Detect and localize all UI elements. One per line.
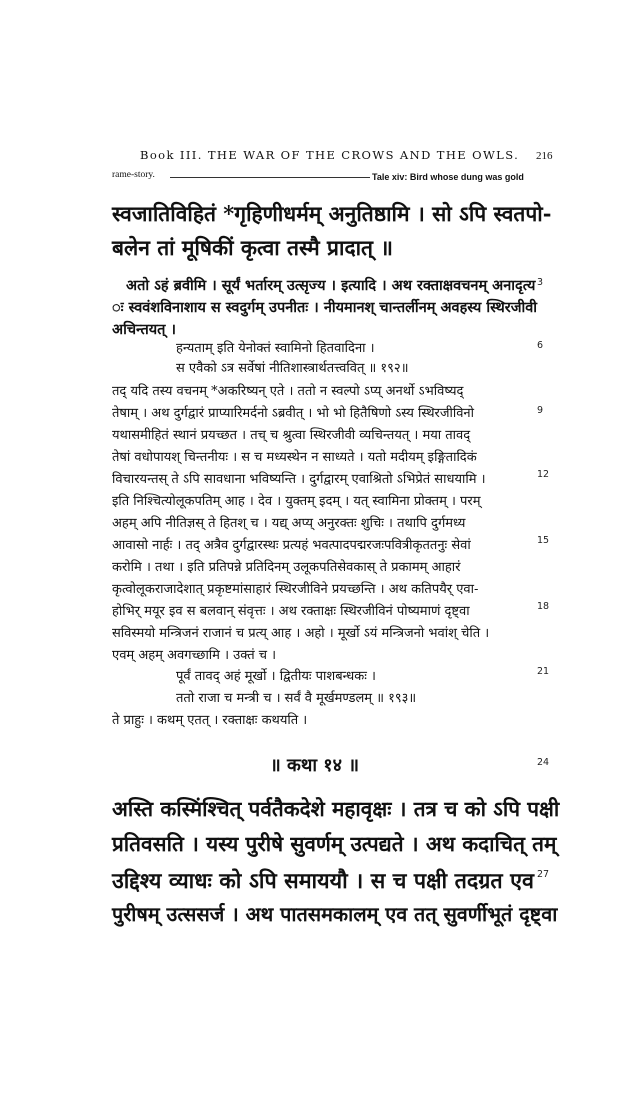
line-number: 3 [537, 277, 544, 288]
text-line: इति निश्चित्योलूकपतिम् आह । देव । युक्तम् इदम् । यत् स्वामिना प्रोक्तम् । परम् [112, 494, 481, 509]
line-number: 18 [537, 601, 550, 612]
text-line: उद्दिश्य व्याधः को ऽपि समाययौ । स च पक्षी तदग्रत एव [112, 869, 534, 894]
section-heading: ॥ कथा १४ ॥ [270, 755, 360, 776]
line-number: 24 [537, 757, 550, 768]
text-line: सविस्मयो मन्त्रिजनं राजानं च प्रत्य् आह । अहो । मूर्खो ऽयं मन्त्रिजनो भवांश् चेति । [112, 626, 490, 641]
text-line: अतो ऽहं ब्रवीमि । सूर्यं भर्तारम् उत्सृज्य । इत्यादि । अथ रक्ताक्षवचनम् अनादृत्य [126, 277, 536, 294]
line-number: 27 [537, 869, 550, 880]
page-number: 216 [536, 150, 553, 162]
running-title: Book III. THE WAR OF THE CROWS AND THE OWLS. [140, 148, 520, 162]
verse-line: ततो राजा च मन्त्री च । सर्वं वै मूर्खमण्डलम् ॥ १९३॥ [176, 691, 417, 706]
text-line: पुरीषम् उत्ससर्ज । अथ पातसमकालम् एव तत् सुवर्णीभूतं दृष्ट्वा [112, 902, 558, 926]
text-line: अहम् अपि नीतिज्ञस् ते हितश् च । यद्य् अप्य् अनुरक्तः शुचिः । तथापि दुर्गमध्य [112, 516, 466, 531]
text-line: ः स्ववंशविनाशाय स स्वदुर्गम् उपनीतः । नीयमानश् चान्तर्लीनम् अवहस्य स्थिरजीवी [112, 299, 538, 316]
tale-subtitle: Tale xiv: Bird whose dung was gold [372, 172, 524, 182]
verse-line: स एवैको ऽत्र सर्वेषां नीतिशास्त्रार्थतत्त्ववित् ॥ १९२॥ [176, 361, 409, 376]
text-line: एवम् अहम् अवगच्छामि । उक्तं च । [112, 648, 277, 663]
text-line: बलेन तां मूषिकीं कृत्वा तस्मै प्रादात् ॥ [112, 235, 393, 260]
text-line: स्वजातिविहितं *गृहिणीधर्मम् अनुतिष्ठामि । सो ऽपि स्वतपो- [112, 201, 552, 226]
verse-line: पूर्वं तावद् अहं मूर्खो । द्वितीयः पाशबन्धकः । [176, 669, 376, 684]
line-number: 15 [537, 535, 550, 546]
line-number: 9 [537, 405, 544, 416]
text-line: विचारयन्तस् ते ऽपि सावधाना भविष्यन्ति । दुर्गद्वारम् एवाश्रितो ऽभिप्रेतं साधयामि । [112, 472, 486, 487]
text-line: अचिन्तयत् । [112, 321, 176, 338]
line-number: 12 [537, 469, 550, 480]
text-line: अस्ति कस्मिंश्चित् पर्वतैकदेशे महावृक्षः । तत्र च को ऽपि पक्षी [112, 797, 560, 821]
header-rule [170, 177, 370, 178]
line-number: 6 [537, 340, 544, 351]
text-line: होभिर् मयूर इव स बलवान् संवृत्तः । अथ रक्ताक्षः स्थिरजीविनं पोष्यमाणं दृष्ट्वा [112, 604, 470, 619]
text-line: ते प्राहुः । कथम् एतत् । रक्ताक्षः कथयति । [112, 713, 308, 728]
text-line: कृत्वोलूकराजादेशात् प्रकृष्टमांसाहारं स्थिरजीविने प्रयच्छन्ति । अथ कतिपयैर् एवा- [112, 582, 479, 597]
left-section-note: rame-story. [112, 170, 155, 180]
text-line: तेषाम् । अथ दुर्गद्वारं प्राप्यारिमर्दनो ऽब्रवीत् । भो भो हितैषिणो ऽस्य स्थिरजीविनो [112, 406, 475, 421]
text-line: प्रतिवसति । यस्य पुरीषे सुवर्णम् उत्पद्यते । अथ कदाचित् तम् [112, 832, 557, 856]
line-number: 21 [537, 666, 550, 677]
text-line: तेषां वधोपायश् चिन्तनीयः । स च मध्यस्थेन न साध्यते । यतो मदीयम् इङ्गितादिकं [112, 450, 477, 465]
verse-line: हन्यताम् इति येनोक्तं स्वामिनो हितवादिना । [176, 341, 375, 356]
text-line: तद् यदि तस्य वचनम् *अकरिष्यन् एते । ततो न स्वल्पो ऽप्य् अनर्थो ऽभविष्यद् [112, 384, 464, 399]
text-line: करोमि । तथा । इति प्रतिपन्ने प्रतिदिनम् उलूकपतिसेवकास् ते प्रकामम् आहारं [112, 560, 461, 575]
text-line: आवासो नार्हः । तद् अत्रैव दुर्गद्वारस्थः प्रत्यहं भवत्पादपद्मरजःपवित्रीकृततनुः सेवां [112, 538, 471, 553]
text-line: यथासमीहितं स्थानं प्रयच्छत । तच् च श्रुत्वा स्थिरजीवी व्यचिन्तयत् । मया तावद् [112, 428, 471, 443]
